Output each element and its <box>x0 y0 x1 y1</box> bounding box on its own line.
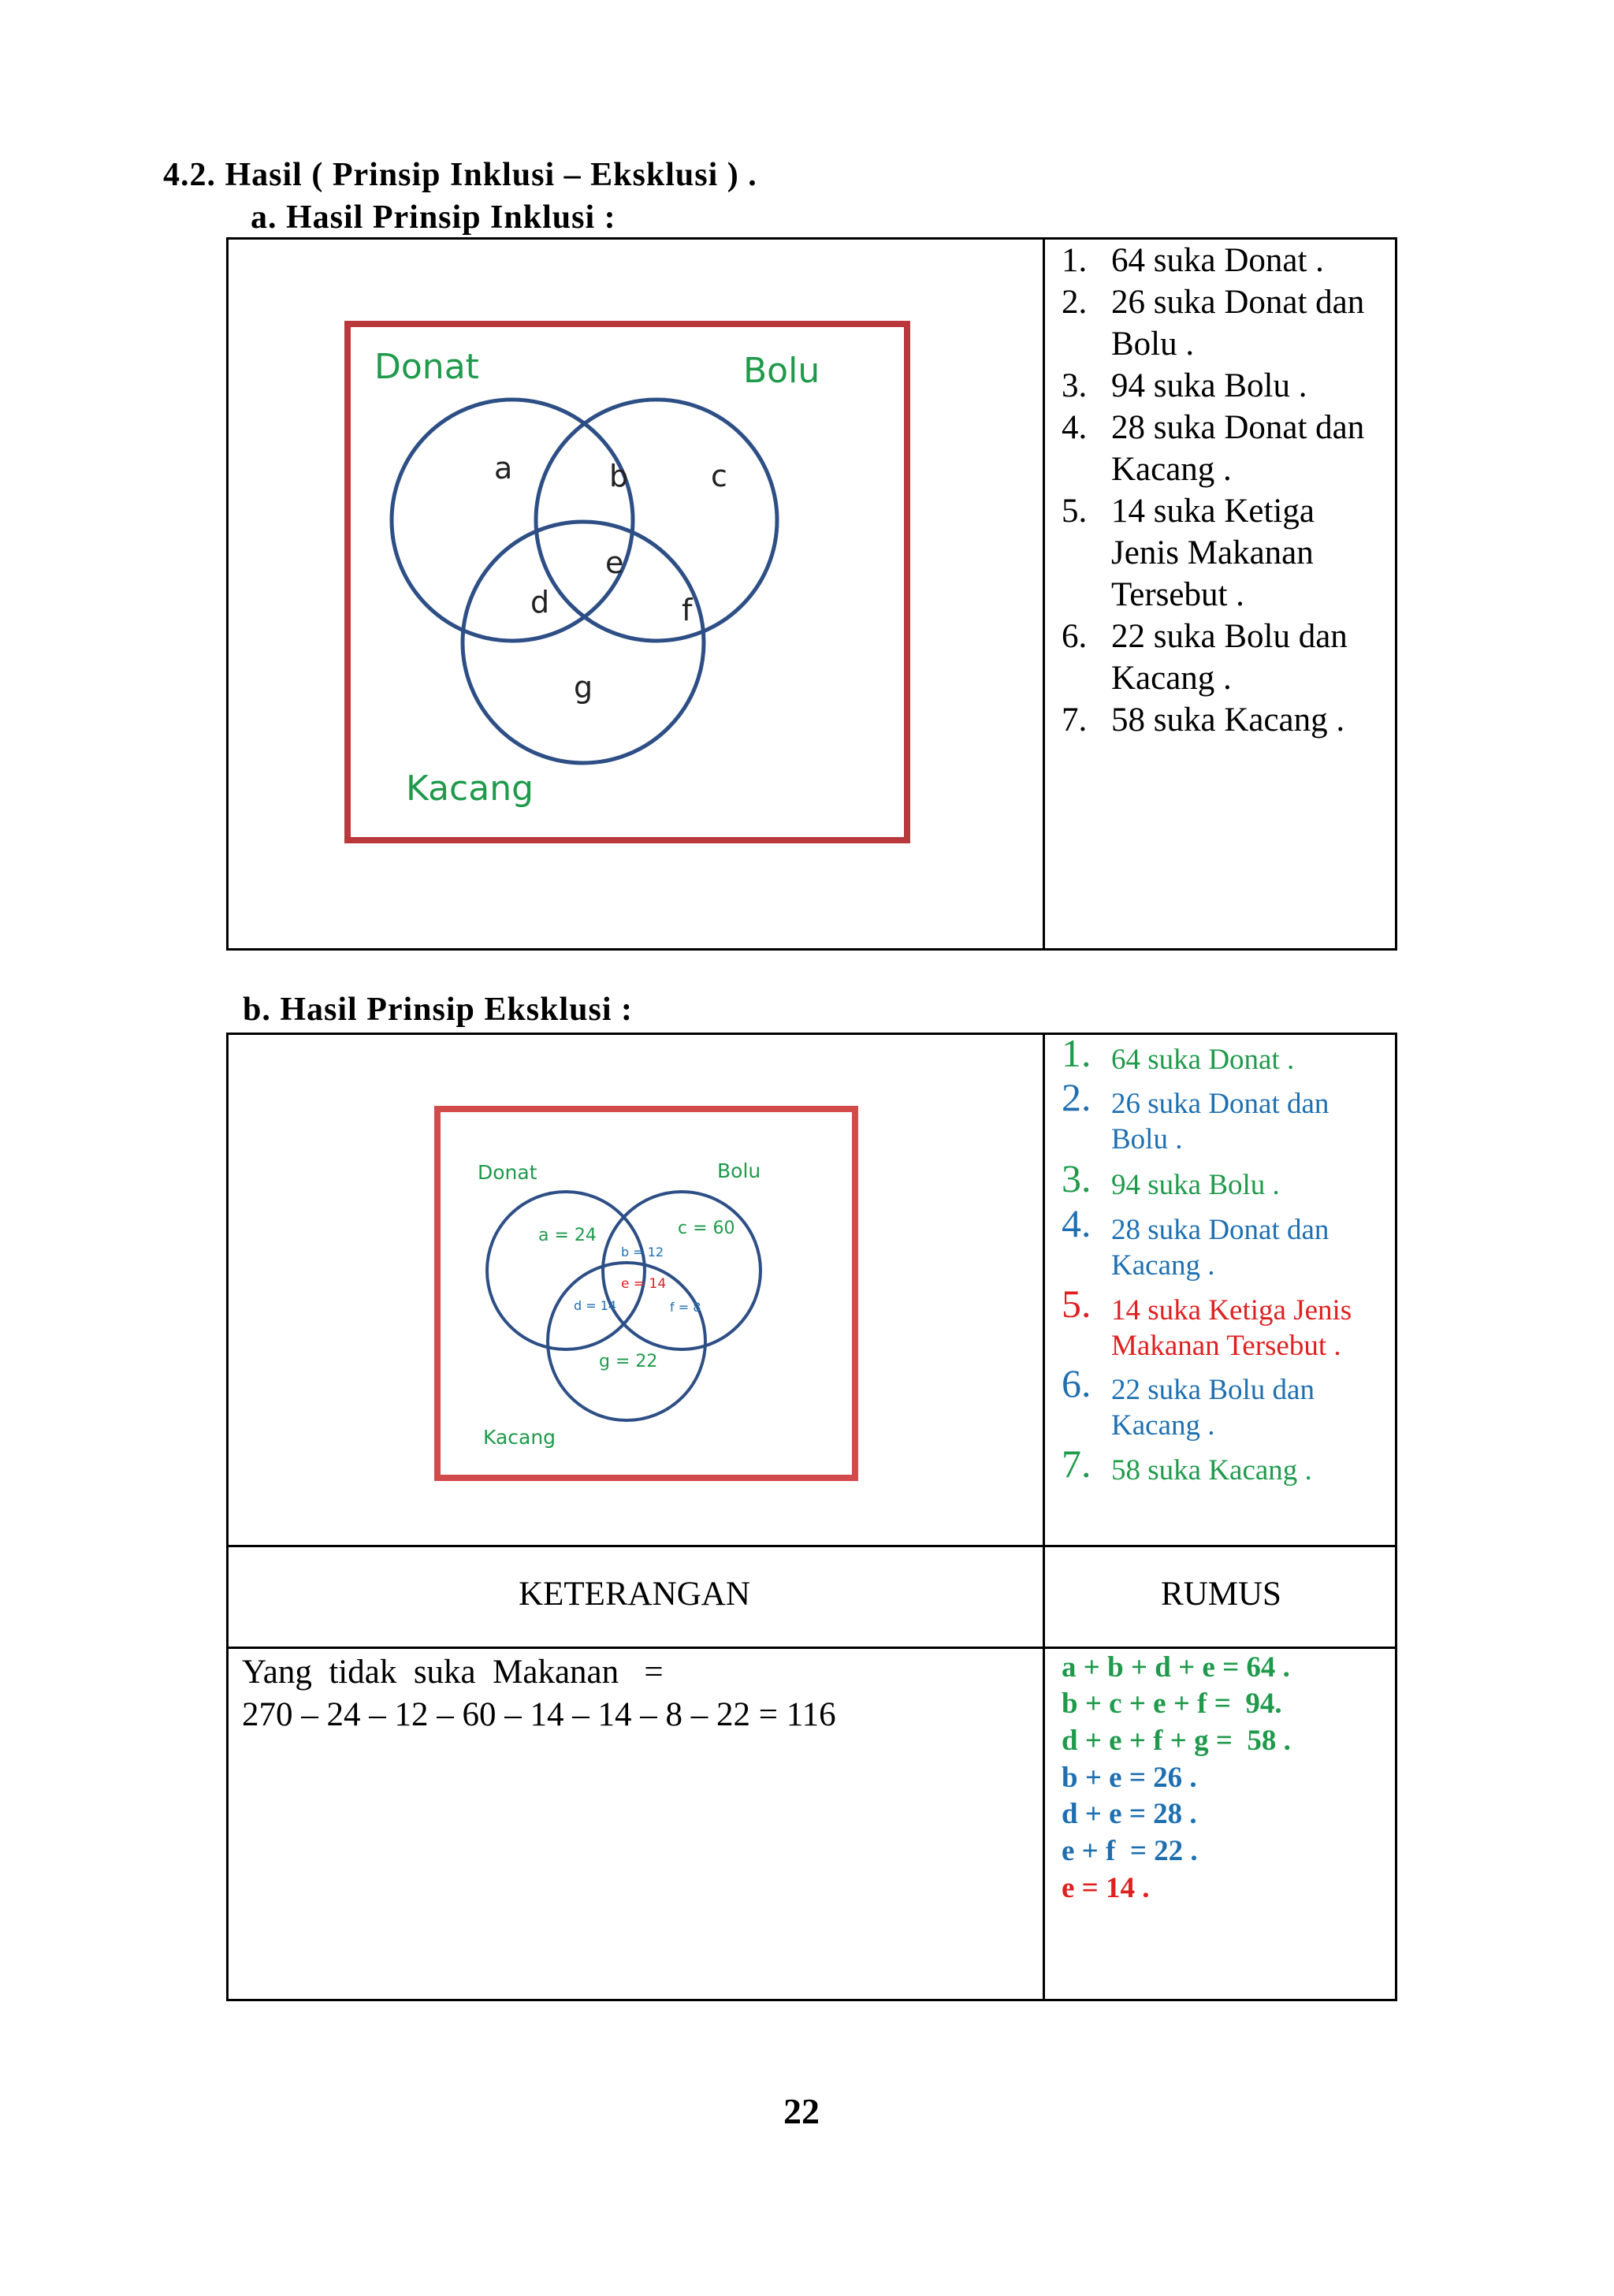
region-f-b: f = 8 <box>670 1300 701 1315</box>
rumus-header: RUMUS <box>1161 1576 1281 1613</box>
list-text: Kacang . <box>1111 451 1232 488</box>
list-text: 58 suka Kacang . <box>1111 1454 1312 1487</box>
region-b-b: b = 12 <box>621 1245 664 1260</box>
page-number: 22 <box>783 2091 820 2131</box>
table-divider-b <box>1043 1033 1045 2001</box>
list-text: Jenis Makanan <box>1111 534 1314 571</box>
list-text: Tersebut . <box>1111 576 1244 613</box>
region-c: c <box>711 459 727 493</box>
keterangan-line-1: Yang tidak suka Makanan = <box>242 1654 664 1691</box>
list-number: 6. <box>1062 1361 1091 1405</box>
list-text: 64 suka Donat . <box>1111 1044 1295 1076</box>
list-number: 2. <box>1062 1075 1091 1119</box>
venn-diagram-eksklusi <box>433 1105 859 1482</box>
donat-label-b: Donat <box>478 1161 537 1184</box>
list-text: 58 suka Kacang . <box>1111 701 1345 739</box>
list-number: 1. <box>1062 242 1088 279</box>
bolu-label: Bolu <box>743 351 820 391</box>
list-text: 28 suka Donat dan <box>1111 1214 1330 1246</box>
table-row-line-2 <box>226 1647 1397 1649</box>
subsection-a-title: a. Hasil Prinsip Inklusi : <box>251 199 616 236</box>
venn-diagram-inklusi <box>343 319 914 843</box>
list-text: Bolu . <box>1111 1123 1183 1155</box>
formula-line: b + e = 26 . <box>1062 1762 1197 1794</box>
donat-label: Donat <box>374 347 479 387</box>
list-text: 94 suka Bolu . <box>1111 1169 1280 1201</box>
list-text: Makanan Tersebut . <box>1111 1330 1341 1362</box>
region-d: d <box>530 585 550 620</box>
list-number: 1. <box>1062 1031 1091 1075</box>
formula-line: d + e + f + g = 58 . <box>1062 1725 1291 1757</box>
region-a-b: a = 24 <box>538 1226 597 1245</box>
keterangan-line-2: 270 – 24 – 12 – 60 – 14 – 14 – 8 – 22 = 116 <box>242 1696 836 1733</box>
region-e-b: e = 14 <box>621 1276 667 1292</box>
list-text: 14 suka Ketiga <box>1111 493 1315 530</box>
region-g: g <box>574 670 593 705</box>
list-number: 3. <box>1062 367 1088 404</box>
bolu-label-b: Bolu <box>717 1159 761 1182</box>
keterangan-header: KETERANGAN <box>519 1576 750 1613</box>
formula-line: a + b + d + e = 64 . <box>1062 1651 1290 1684</box>
region-c-b: c = 60 <box>678 1219 735 1238</box>
formula-line: e = 14 . <box>1062 1872 1150 1904</box>
kacang-label-b: Kacang <box>483 1426 556 1449</box>
list-number: 7. <box>1062 701 1088 739</box>
list-text: 64 suka Donat . <box>1111 242 1324 279</box>
formula-line: d + e = 28 . <box>1062 1798 1197 1830</box>
list-text: 26 suka Donat dan <box>1111 1088 1330 1120</box>
kacang-label: Kacang <box>406 768 534 809</box>
list-number: 5. <box>1062 1282 1091 1326</box>
region-f: f <box>682 593 693 627</box>
section-title: 4.2. Hasil ( Prinsip Inklusi – Eksklusi ) . <box>163 157 757 193</box>
list-text: 14 suka Ketiga Jenis <box>1111 1294 1352 1327</box>
list-number: 5. <box>1062 493 1088 530</box>
list-text: Bolu . <box>1111 326 1195 363</box>
list-number: 7. <box>1062 1442 1091 1486</box>
list-text: Kacang . <box>1111 1409 1215 1442</box>
region-b: b <box>609 459 629 493</box>
region-d-b: d = 14 <box>574 1298 617 1313</box>
list-number: 4. <box>1062 409 1088 446</box>
formula-line: e + f = 22 . <box>1062 1835 1198 1867</box>
list-number: 6. <box>1062 618 1088 655</box>
list-text: 22 suka Bolu dan <box>1111 1374 1315 1406</box>
subsection-b-title: b. Hasil Prinsip Eksklusi : <box>243 992 634 1028</box>
list-text: Kacang . <box>1111 660 1232 697</box>
table-row-line-1 <box>226 1545 1397 1547</box>
table-divider <box>1043 237 1045 951</box>
region-g-b: g = 22 <box>599 1352 658 1371</box>
region-e: e <box>605 545 624 580</box>
list-text: 94 suka Bolu . <box>1111 367 1307 404</box>
list-text: Kacang . <box>1111 1249 1215 1282</box>
list-number: 4. <box>1062 1201 1091 1245</box>
list-text: 28 suka Donat dan <box>1111 409 1365 446</box>
list-text: 26 suka Donat dan <box>1111 284 1365 321</box>
list-text: 22 suka Bolu dan <box>1111 618 1348 655</box>
list-number: 3. <box>1062 1156 1091 1200</box>
list-number: 2. <box>1062 284 1088 321</box>
region-a: a <box>494 451 513 486</box>
formula-line: b + c + e + f = 94. <box>1062 1688 1282 1720</box>
